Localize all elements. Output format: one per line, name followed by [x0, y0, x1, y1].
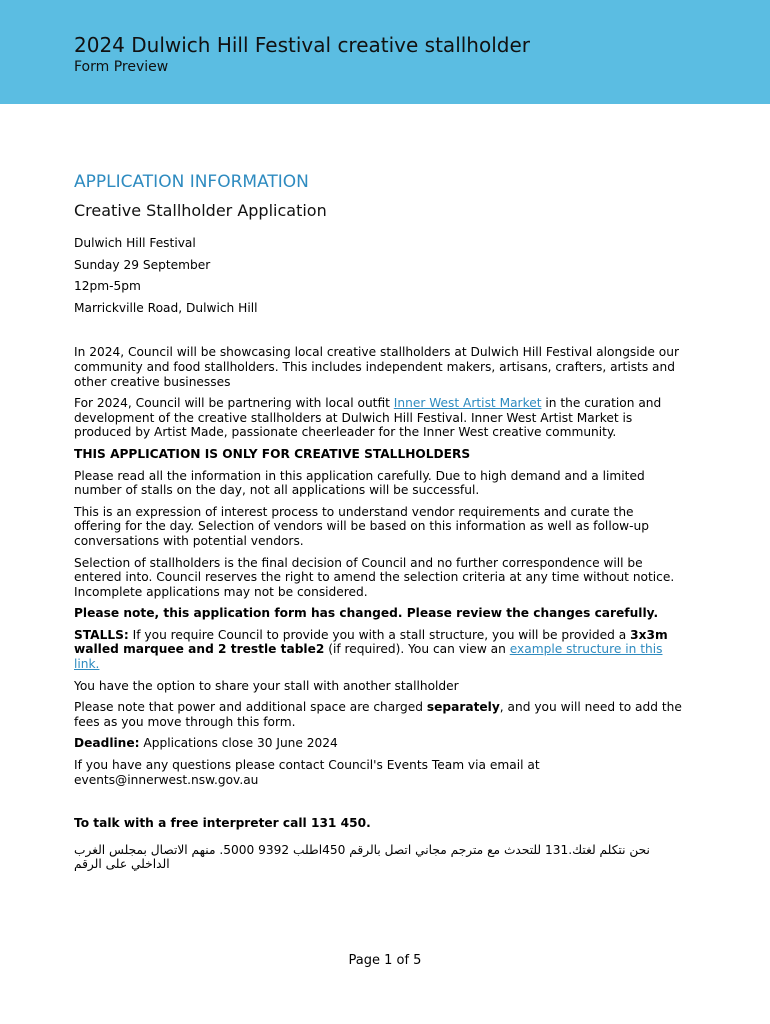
- deadline-label: Deadline:: [74, 736, 140, 751]
- section-heading: APPLICATION INFORMATION: [74, 172, 309, 192]
- creative-only-notice: THIS APPLICATION IS ONLY FOR CREATIVE STALLHOLDERS: [74, 446, 471, 461]
- fees-text-after: , and you will need to add the fees as you move through this form.: [74, 700, 682, 729]
- event-time: 12pm-5pm: [74, 279, 141, 294]
- share-stall-paragraph: You have the option to share your stall with another stallholder: [74, 678, 459, 693]
- section-subheading: Creative Stallholder Application: [74, 201, 327, 220]
- main-content: [74, 171, 684, 872]
- fees-text-before: Please note that power and additional space are charged: [74, 700, 427, 715]
- partner-text-before: For 2024, Council will be partnering with local outfit: [74, 396, 394, 411]
- stalls-paragraph: [74, 628, 684, 672]
- selection-paragraph: Selection of stallholders is the final decision of Council and no further correspondence will be entered into. Council reserves the right to amend the selection criteria at any time without notice. Incomplete applications may not be considered.: [74, 555, 675, 599]
- intro-paragraph: In 2024, Council will be showcasing local creative stallholders at Dulwich Hill Festival alongside our community and food stallholders. This includes independent makers, artisans, crafters, artists and other creative businesses: [74, 345, 679, 389]
- contact-paragraph: If you have any questions please contact Council's Events Team via email at events@innerwest.nsw.gov.au: [74, 758, 540, 787]
- form-subtitle: Form Preview: [74, 59, 169, 75]
- partner-text-after: in the curation and development of the creative stallholders at Dulwich Hill Festival. Inner West Artist Market is produced by Artist Made, passionate cheerleader for the Inner West creative community.: [74, 396, 662, 440]
- stalls-bold-text: 3x3m walled marquee and 2 trestle table2: [74, 627, 668, 657]
- event-name: Dulwich Hill Festival: [74, 236, 196, 250]
- header-banner: [0, 0, 770, 104]
- arabic-interpreter-text: نحن نتكلم لغتك.131 للتحدث مع مترجم مجاني اتصل بالرقم 450اطلب 9392 5000. منهم الاتصال بمجلس الغرب الداخلي على الرقم: [74, 842, 650, 872]
- event-details: [74, 236, 684, 315]
- interpreter-line: To talk with a free interpreter call 131 450.: [74, 816, 371, 831]
- deadline-paragraph: [74, 736, 684, 751]
- demand-paragraph: Please read all the information in this application carefully. Due to high demand and a limited number of stalls on the day, not all applications will be successful.: [74, 468, 645, 498]
- form-title: 2024 Dulwich Hill Festival creative stallholder: [74, 33, 530, 57]
- stalls-text-1: If you require Council to provide you with a stall structure, you will be provided a: [128, 627, 631, 642]
- inner-west-artist-market-link[interactable]: Inner West Artist Market: [393, 396, 542, 411]
- example-structure-link[interactable]: example structure in this link.: [74, 642, 663, 672]
- fees-bold-text: separately: [426, 700, 500, 715]
- form-changed-notice: Please note, this application form has changed. Please review the changes carefully.: [74, 606, 659, 621]
- eoi-paragraph: This is an expression of interest process to understand vendor requirements and curate the offering for the day. Selection of vendors will be based on this information as well as follow-up conversations with potential vendors.: [74, 504, 649, 548]
- fees-paragraph: [74, 700, 684, 729]
- event-location: Marrickville Road, Dulwich Hill: [74, 300, 258, 315]
- stalls-label: STALLS:: [74, 627, 129, 642]
- stalls-text-2: (if required). You can view an: [324, 642, 510, 657]
- event-date: Sunday 29 September: [74, 257, 211, 272]
- partner-paragraph: [74, 396, 684, 440]
- deadline-text: Applications close 30 June 2024: [139, 736, 338, 751]
- page-number: Page 1 of 5: [348, 953, 422, 968]
